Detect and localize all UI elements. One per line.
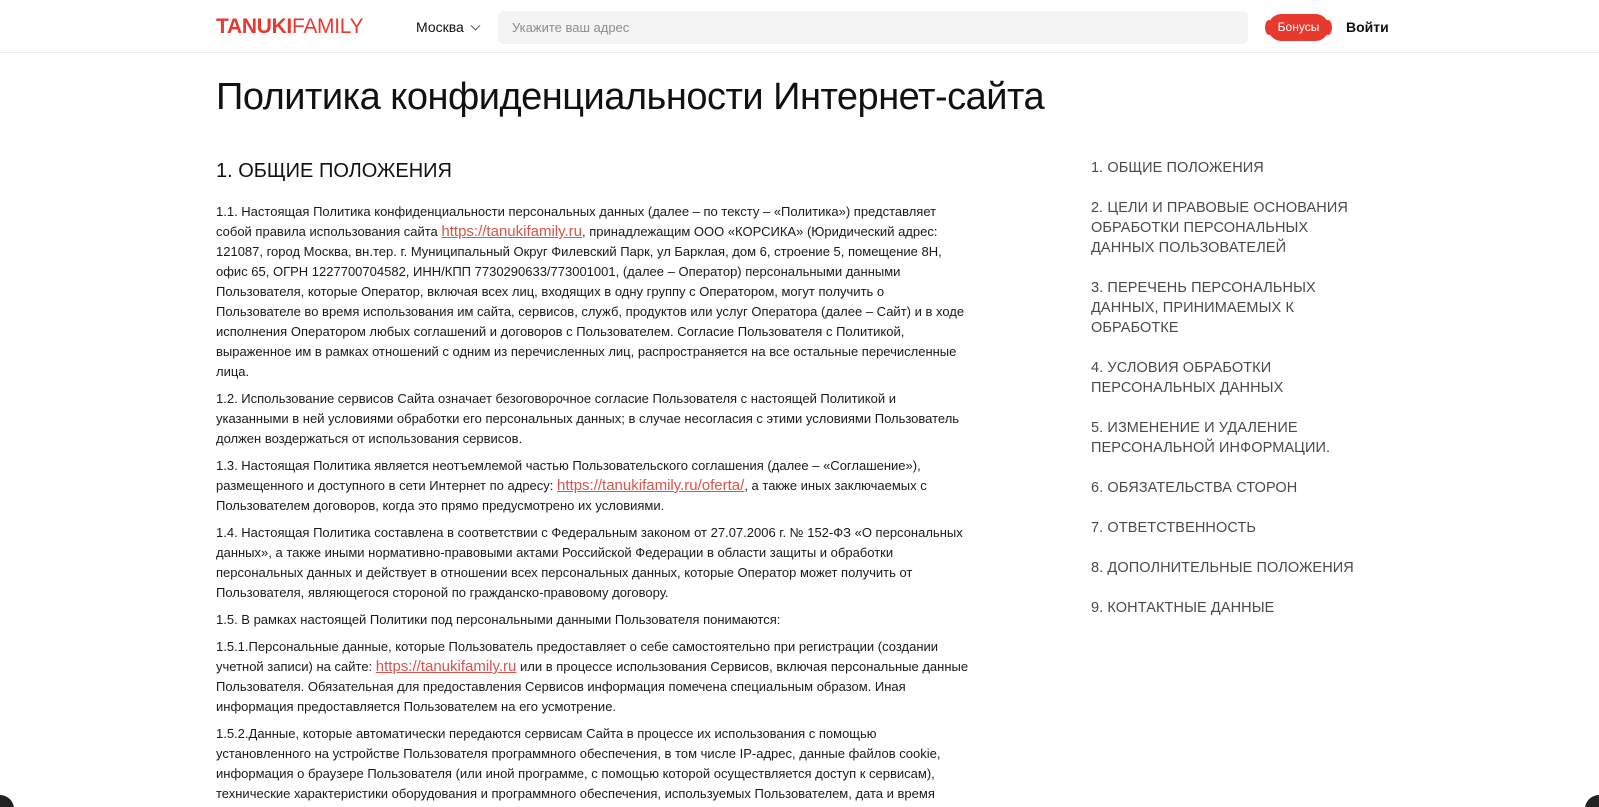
- toc-item-conditions[interactable]: 4. УСЛОВИЯ ОБРАБОТКИ ПЕРСОНАЛЬНЫХ ДАННЫХ: [1091, 360, 1284, 396]
- paragraph-text: 1.5.1.Персональные данные, которые Пользователь предоставляет о себе самостоятельно при регистрации (создании учетной записи) на сайте:: [216, 639, 939, 674]
- policy-content: [216, 202, 972, 807]
- site-header: [0, 0, 1599, 53]
- login-button[interactable]: Войти: [1346, 19, 1389, 35]
- paragraph-1-3: [216, 456, 972, 516]
- toc-item-general[interactable]: 1. ОБЩИЕ ПОЛОЖЕНИЯ: [1091, 160, 1264, 176]
- toc-item-responsibility[interactable]: 7. ОТВЕТСТВЕННОСТЬ: [1091, 520, 1257, 536]
- site-link[interactable]: https://tanukifamily.ru: [441, 223, 583, 240]
- logo-bold: TANUKI: [216, 15, 292, 38]
- oferta-link[interactable]: https://tanukifamily.ru/oferta/: [557, 477, 745, 494]
- paragraph-text: 1.3. Настоящая Политика является неотъемлемой частью Пользовательского соглашения (далее – «Соглашение»), размещенного и доступного в сети Интернет по адресу:: [216, 458, 921, 493]
- paragraph-text: 1.1. Настоящая Политика конфиденциальности персональных данных (далее – по тексту – «Политика») представляет собой правила использования сайта: [216, 204, 937, 239]
- toc-item-changes[interactable]: 5. ИЗМЕНЕНИЕ И УДАЛЕНИЕ ПЕРСОНАЛЬНОЙ ИНФОРМАЦИИ.: [1091, 420, 1331, 456]
- toc-item-contacts[interactable]: 9. КОНТАКТНЫЕ ДАННЫЕ: [1091, 600, 1275, 616]
- section-title: 1. ОБЩИЕ ПОЛОЖЕНИЯ: [216, 160, 452, 182]
- paragraph-1-5-2: 1.5.2.Данные, которые автоматически передаются сервисам Сайта в процессе их использования с помощью установленного на устройстве Пользователя программного обеспечения, в том числе IP-адрес, данные файлов cookie, информация о браузере Пользователя (или иной программе, с помощью которой осуществляется доступ к сервисам), технические характеристики оборудования и программного обеспечения, используемых Пользователем, дата и время: [216, 726, 941, 801]
- toc-item-data-list[interactable]: 3. ПЕРЕЧЕНЬ ПЕРСОНАЛЬНЫХ ДАННЫХ, ПРИНИМАЕМЫХ К ОБРАБОТКЕ: [1091, 280, 1316, 336]
- window-corner: [0, 795, 14, 807]
- paragraph-1-2: 1.2. Использование сервисов Сайта означает безоговорочное согласие Пользователя с настоящей Политикой и указанными в ней условиями обработки его персональных данных; в случае несогласия с этими условиями Пользователь должен воздержаться от использования сервисов.: [216, 391, 960, 446]
- paragraph-text: , принадлежащим ООО «КОРСИКА» (Юридический адрес: 121087, город Москва, вн.тер. г. Муниципальный Округ Филевский Парк, ул Барклая, дом 6, строение 5, помещение 8Н, офис 65, ОГРН 1227700704582, ИНН/КПП 7730290633/773001001, (далее – Оператор) персональными данными Пользователя, которые Оператор, включая всех лиц, входящих в одну группу с Оператором, могут получить о Пользователе во время использования им сайта, сервисов, служб, продуктов или услуг Оператора (далее – Сайт) и в ходе исполнения Оператором любых соглашений и договоров с Пользователем. Согласие Пользователя с Политикой, выраженное им в рамках отношений с одним из перечисленных лиц, распространяется на все остальные перечисленные лица.: [216, 224, 965, 379]
- site-link[interactable]: https://tanukifamily.ru: [375, 658, 517, 675]
- bonus-button[interactable]: Бонусы: [1268, 14, 1329, 41]
- logo-regular: FAMILY: [291, 15, 364, 38]
- chevron-down-icon: [470, 21, 480, 31]
- page-title: Политика конфиденциальности Интернет-сайта: [216, 76, 1045, 118]
- paragraph-1-5-1: [216, 637, 972, 717]
- window-corner: [1585, 795, 1599, 807]
- paragraph-1-4: 1.4. Настоящая Политика составлена в соответствии с Федеральным законом от 27.07.2006 г. № 152-ФЗ «О персональных данных», а также иными нормативно-правовыми актами Российской Федерации в области защиты и обработки персональных данных и действует в отношении всех персональных данных, которые Оператор может получить от Пользователя, являющегося стороной по гражданско-правовому договору.: [216, 525, 963, 600]
- paragraph-text: , а также иных заключаемых с Пользователем договоров, когда это прямо предусмотрено их условиями.: [216, 478, 927, 513]
- city-label: Москва: [416, 19, 464, 35]
- toc-item-obligations[interactable]: 6. ОБЯЗАТЕЛЬСТВА СТОРОН: [1091, 480, 1298, 496]
- toc-item-additional[interactable]: 8. ДОПОЛНИТЕЛЬНЫЕ ПОЛОЖЕНИЯ: [1091, 560, 1354, 576]
- city-selector[interactable]: [416, 18, 479, 36]
- address-input[interactable]: [498, 11, 1248, 44]
- table-of-contents: [1091, 158, 1361, 638]
- toc-item-goals[interactable]: 2. ЦЕЛИ И ПРАВОВЫЕ ОСНОВАНИЯ ОБРАБОТКИ ПЕРСОНАЛЬНЫХ ДАННЫХ ПОЛЬЗОВАТЕЛЕЙ: [1091, 200, 1348, 256]
- logo[interactable]: [216, 15, 363, 39]
- paragraph-1-5: 1.5. В рамках настоящей Политики под персональными данными Пользователя понимаются:: [216, 612, 781, 627]
- paragraph-text: или в процессе использования Сервисов, включая персональные данные Пользователя. Обязательная для предоставления Сервисов информация помечена специальным образом. Иная информация предоставляется Пользователем на его усмотрение.: [216, 659, 969, 714]
- paragraph-1-1: [216, 202, 972, 382]
